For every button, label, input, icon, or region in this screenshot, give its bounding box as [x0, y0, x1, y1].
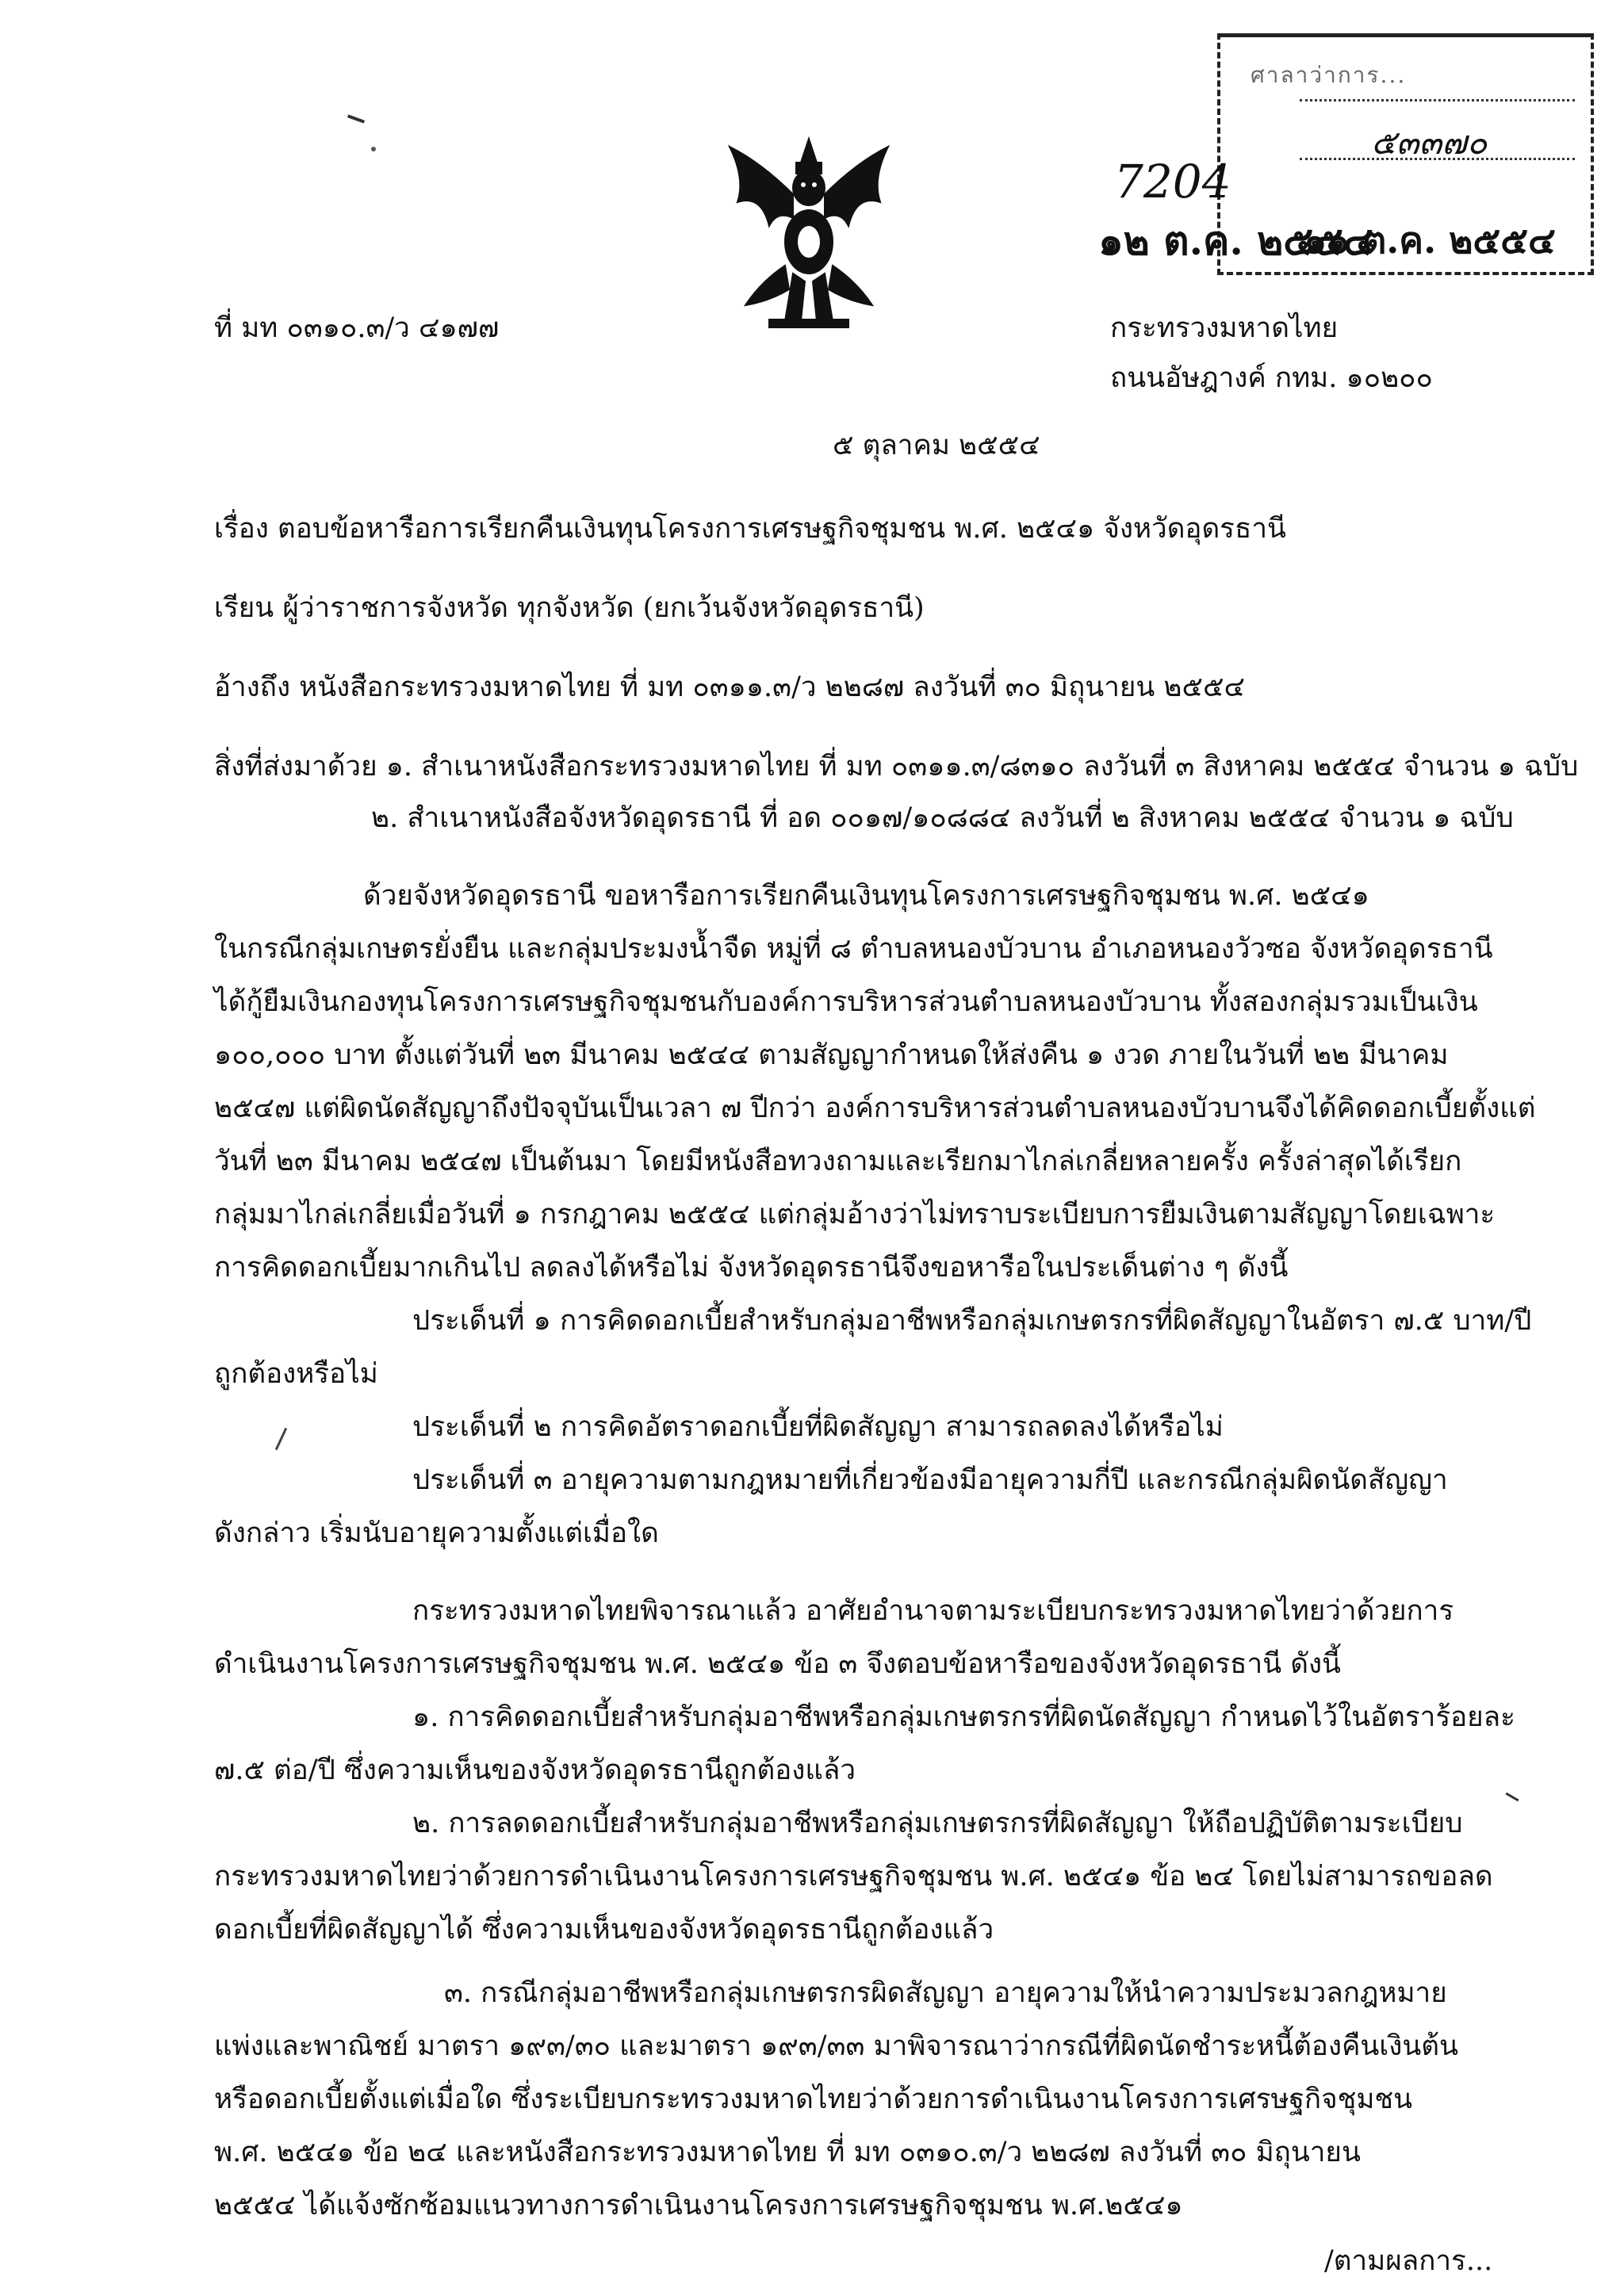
- body-line: ๑๐๐,๐๐๐ บาท ตั้งแต่วันที่ ๒๓ มีนาคม ๒๕๔๔ ตามสัญญากำหนดให้ส่งคืน ๑ งวด ภายในวันที่ ๒๒ มีนาคม: [214, 1039, 1449, 1071]
- garuda-emblem-icon: [714, 131, 904, 333]
- issue-3-line: ประเด็นที่ ๓ อายุความตามกฎหมายที่เกี่ยวข้องมีอายุความกี่ปี และกรณีกลุ่มผิดนัดสัญญา: [412, 1464, 1448, 1496]
- office-name: กระทรวงมหาดไทย: [1110, 312, 1339, 344]
- enclosure-item-2: ๒. สำเนาหนังสือจังหวัดอุดรธานี ที่ อด ๐๐๑๗/๑๐๘๘๔ ลงวันที่ ๒ สิงหาคม ๒๕๕๔ จำนวน ๑ ฉบับ: [371, 802, 1514, 834]
- issue-2-line: ประเด็นที่ ๒ การคิดอัตราดอกเบี้ยที่ผิดสัญญา สามารถลดลงได้หรือไม่: [412, 1411, 1224, 1443]
- answer-3-line: หรือดอกเบี้ยตั้งแต่เมื่อใด ซึ่งระเบียบกระทรวงมหาดไทยว่าด้วยการดำเนินงานโครงการเศรษฐกิจชุมชน: [214, 2084, 1413, 2115]
- answer-1-line: ๑. การคิดดอกเบี้ยสำหรับกลุ่มอาชีพหรือกลุ่มเกษตรกรที่ผิดนัดสัญญา กำหนดไว้ในอัตราร้อยละ: [412, 1701, 1515, 1733]
- body-line: การคิดดอกเบี้ยมากเกินไป ลดลงได้หรือไม่ จังหวัดอุดรธานีจึงขอหารือในประเด็นต่าง ๆ ดังนี้: [214, 1252, 1289, 1284]
- body-line: กลุ่มมาไกล่เกลี่ยเมื่อวันที่ ๑ กรกฎาคม ๒๕๕๔ แต่กลุ่มอ้างว่าไม่ทราบระเบียบการยืมเงินตามสัญญาโดยเฉพาะ: [214, 1199, 1496, 1230]
- scan-mark: [1505, 1793, 1519, 1802]
- letter-date: ๕ ตุลาคม ๒๕๕๔: [833, 430, 1040, 461]
- answer-3-line: พ.ศ. ๒๕๔๑ ข้อ ๒๔ และหนังสือกระทรวงมหาดไทย ที่ มท ๐๓๑๐.๓/ว ๒๒๘๗ ลงวันที่ ๓๐ มิถุนายน: [214, 2137, 1361, 2168]
- scan-dot: [371, 147, 376, 151]
- recipient-line: เรียน ผู้ว่าราชการจังหวัด ทุกจังหวัด (ยกเว้นจังหวัดอุดรธานี): [214, 592, 925, 624]
- subject-line: เรื่อง ตอบข้อหารือการเรียกคืนเงินทุนโครงการเศรษฐกิจชุมชน พ.ศ. ๒๕๔๑ จังหวัดอุดรธานี: [214, 513, 1286, 545]
- answer-3-line: แพ่งและพาณิชย์ มาตรา ๑๙๓/๓๐ และมาตรา ๑๙๓/๓๓ มาพิจารณาว่ากรณีที่ผิดนัดชำระหนี้ต้องคืนเงินต้น: [214, 2030, 1458, 2062]
- answer-1-line: ๗.๕ ต่อ/ปี ซึ่งความเห็นของจังหวัดอุดรธานีถูกต้องแล้ว: [214, 1755, 856, 1786]
- body-line: กระทรวงมหาดไทยพิจารณาแล้ว อาศัยอำนาจตามระเบียบกระทรวงมหาดไทยว่าด้วยการ: [412, 1595, 1454, 1627]
- issue-3-line: ดังกล่าว เริ่มนับอายุความตั้งแต่เมื่อใด: [214, 1517, 659, 1549]
- answer-2-line: กระทรวงมหาดไทยว่าด้วยการดำเนินงานโครงการเศรษฐกิจชุมชน พ.ศ. ๒๕๔๑ ข้อ ๒๔ โดยไม่สามารถขอลด: [214, 1861, 1493, 1892]
- reference-number: ที่ มท ๐๓๑๐.๓/ว ๔๑๗๗: [214, 312, 500, 344]
- answer-3-line: ๓. กรณีกลุ่มอาชีพหรือกลุ่มเกษตรกรผิดสัญญา อายุความให้นำความประมวลกฎหมาย: [444, 1977, 1447, 2009]
- scan-mark: [275, 1428, 287, 1450]
- body-line: ๒๕๔๗ แต่ผิดนัดสัญญาถึงปัจจุบันเป็นเวลา ๗ ปีกว่า องค์การบริหารส่วนตำบลหนองบัวบานจึงได้คิดดอกเบี้ยตั้งแต่: [214, 1093, 1536, 1124]
- enclosure-item-1: สิ่งที่ส่งมาด้วย ๑. สำเนาหนังสือกระทรวงมหาดไทย ที่ มท ๐๓๑๑.๓/๘๓๑๐ ลงวันที่ ๓ สิงหาคม ๒๕๕๔ จำนวน ๑ ฉบับ: [214, 751, 1579, 783]
- office-address: ถนนอัษฎางค์ กทม. ๑๐๒๐๐: [1110, 362, 1433, 394]
- handwritten-date: ๑๒ ต.ค. ๒๕๕๔: [1098, 217, 1373, 264]
- continuation-text: /ตามผลการ...: [1324, 2245, 1493, 2277]
- body-line: วันที่ ๒๓ มีนาคม ๒๕๔๗ เป็นต้นมา โดยมีหนังสือทวงถามและเรียกมาไกล่เกลี่ยหลายครั้ง ครั้งล่าสุดได้เรียก: [214, 1146, 1462, 1177]
- stamp-header: ศาลาว่าการ...: [1251, 62, 1407, 88]
- body-line: ด้วยจังหวัดอุดรธานี ขอหารือการเรียกคืนเงินทุนโครงการเศรษฐกิจชุมชน พ.ศ. ๒๕๔๑: [363, 880, 1369, 912]
- answer-2-line: ๒. การลดดอกเบี้ยสำหรับกลุ่มอาชีพหรือกลุ่มเกษตรกรที่ผิดสัญญา ให้ถือปฏิบัติตามระเบียบ: [412, 1808, 1463, 1839]
- stamp-dotted-line: [1300, 158, 1575, 160]
- body-line: ในกรณีกลุ่มเกษตรยั่งยืน และกลุ่มประมงน้ำจืด หมู่ที่ ๘ ตำบลหนองบัวบาน อำเภอหนองวัวซอ จังหวัดอุดรธานี: [214, 933, 1493, 965]
- issue-1-line: ถูกต้องหรือไม่: [214, 1358, 378, 1390]
- stamp-date: ๑๑ ต.ค. ๒๕๕๔: [1304, 219, 1556, 262]
- stamp-number: ๕๓๓๗๐: [1371, 123, 1488, 162]
- stamp-dotted-line: [1300, 99, 1575, 101]
- body-line: ได้กู้ยืมเงินกองทุนโครงการเศรษฐกิจชุมชนกับองค์การบริหารส่วนตำบลหนองบัวบาน ทั้งสองกลุ่มรวมเป็นเงิน: [214, 986, 1478, 1018]
- answer-3-line: ๒๕๕๔ ได้แจ้งซักซ้อมแนวทางการดำเนินงานโครงการเศรษฐกิจชุมชน พ.ศ.๒๕๔๑: [214, 2190, 1183, 2221]
- reference-line: อ้างถึง หนังสือกระทรวงมหาดไทย ที่ มท ๐๓๑๑.๓/ว ๒๒๘๗ ลงวันที่ ๓๐ มิถุนายน ๒๕๕๔: [214, 672, 1245, 703]
- body-line: ดำเนินงานโครงการเศรษฐกิจชุมชน พ.ศ. ๒๕๔๑ ข้อ ๓ จึงตอบข้อหารือของจังหวัดอุดรธานี ดังนี้: [214, 1648, 1341, 1680]
- answer-2-line: ดอกเบี้ยที่ผิดสัญญาได้ ซึ่งความเห็นของจังหวัดอุดรธานีถูกต้องแล้ว: [214, 1914, 994, 1946]
- issue-1-line: ประเด็นที่ ๑ การคิดดอกเบี้ยสำหรับกลุ่มอาชีพหรือกลุ่มเกษตรกรที่ผิดสัญญาในอัตรา ๗.๕ บาท/ปี: [412, 1305, 1532, 1337]
- handwritten-number: 7204: [1114, 155, 1231, 209]
- scan-mark: [347, 114, 365, 123]
